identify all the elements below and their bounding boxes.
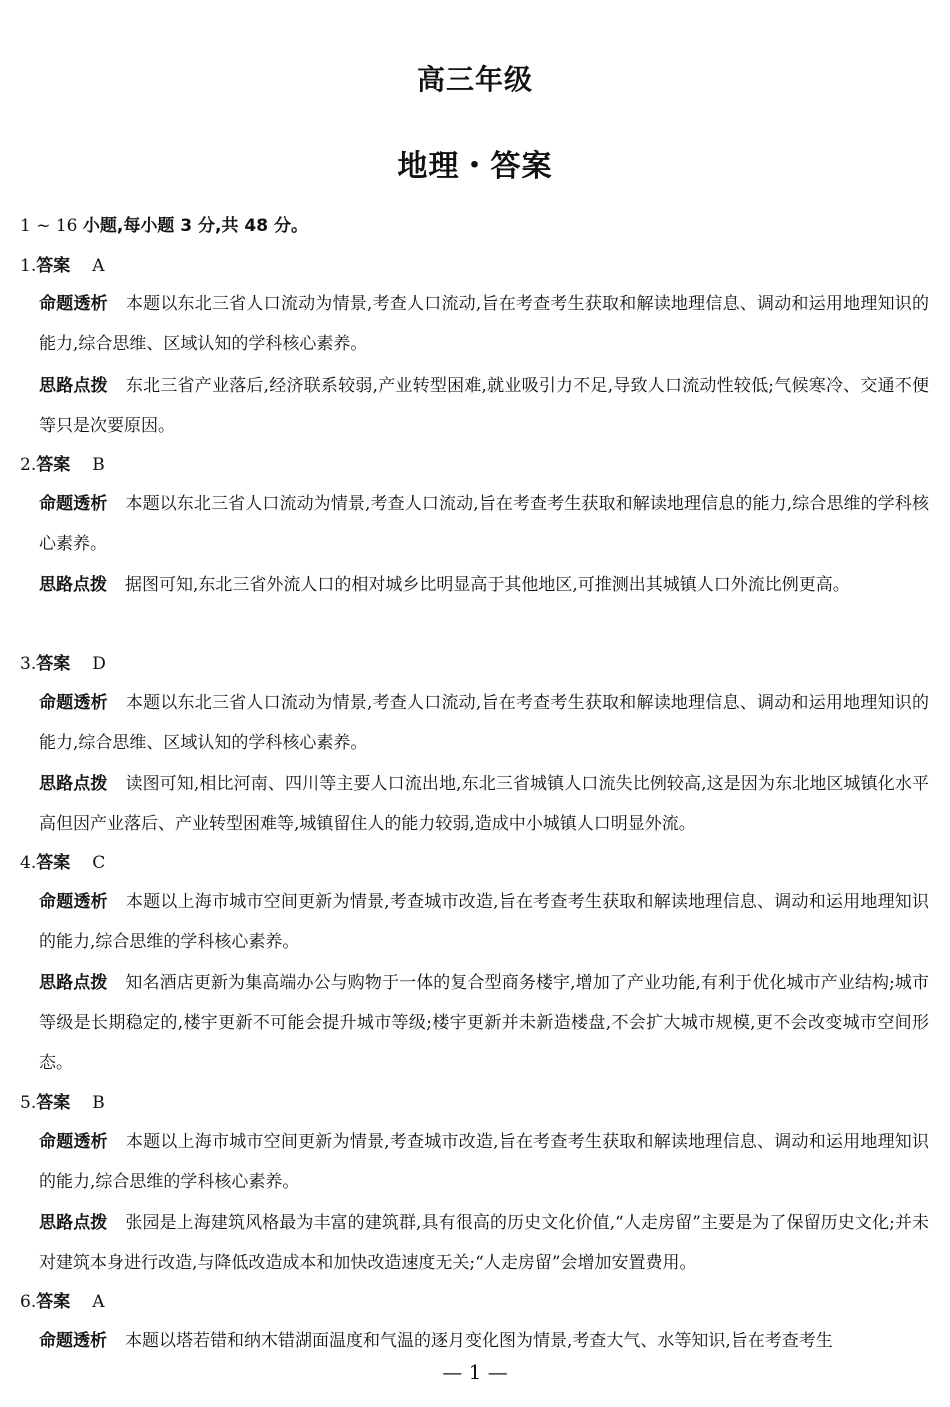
section-intro [20,214,308,238]
solution-text: 知名酒店更新为集高端办公与购物于一体的复合型商务楼宇,增加了产业功能,有利于优化城市产业结构;城市等级是长期稳定的,楼宇更新不可能会提升城市等级;楼宇更新并未新造楼盘,不会扩大城市规模,更不会改变城市空间形态。 [39,973,929,1073]
solution-text: 读图可知,相比河南、四川等主要人口流出地,东北三省城镇人口流失比例较高,这是因为东北地区城镇化水平高但因产业落后、产业转型困难等,城镇留住人的能力较弱,造成中小城镇人口明显外流。 [39,774,929,834]
analysis-text: 本题以上海市城市空间更新为情景,考查城市改造,旨在考查考生获取和解读地理信息、调动和运用地理知识的能力,综合思维的学科核心素养。 [39,892,930,952]
page-number: — 1 — [442,1360,508,1384]
analysis-label: 命题透析 [39,294,108,314]
answer-label: 答案 [36,654,71,674]
analysis-label: 命题透析 [39,693,108,713]
analysis-text: 本题以东北三省人口流动为情景,考查人口流动,旨在考查考生获取和解读地理信息、调动和运用地理知识的能力,综合思维、区域认知的学科核心素养。 [39,693,930,753]
answer-label: 答案 [36,1093,71,1113]
question-2-solution [39,565,929,605]
analysis-label: 命题透析 [39,892,108,912]
question-number: 5. [20,1093,37,1113]
question-6-header [20,1290,105,1314]
answer-value: B [92,455,105,475]
question-number: 2. [20,455,37,475]
page-title: 高三年级 [416,63,533,96]
question-number: 3. [20,654,37,674]
solution-label: 思路点拨 [39,973,108,993]
analysis-text: 本题以东北三省人口流动为情景,考查人口流动,旨在考查考生获取和解读地理信息、调动和运用地理知识的能力,综合思维、区域认知的学科核心素养。 [39,294,930,354]
question-3-header [20,652,106,676]
solution-label: 思路点拨 [39,376,108,396]
question-number: 6. [20,1292,37,1312]
solution-text: 据图可知,东北三省外流人口的相对城乡比明显高于其他地区,可推测出其城镇人口外流比例更高。 [125,575,850,595]
analysis-label: 命题透析 [39,494,108,514]
question-4-analysis [39,882,929,962]
intro-text: 小题,每小题 3 分,共 48 分。 [82,216,308,236]
analysis-text: 本题以上海市城市空间更新为情景,考查城市改造,旨在考查考生获取和解读地理信息、调动和运用地理知识的能力,综合思维的学科核心素养。 [39,1132,930,1192]
solution-label: 思路点拨 [39,575,107,595]
answer-value: A [92,256,105,276]
answer-label: 答案 [36,256,71,276]
question-1-solution [39,366,929,446]
analysis-label: 命题透析 [39,1132,108,1152]
question-6-analysis [39,1321,929,1361]
question-3-analysis [39,683,929,763]
question-range: 1 ~ 16 [20,216,78,236]
question-number: 1. [20,256,37,276]
answer-label: 答案 [36,455,71,475]
solution-label: 思路点拨 [39,1213,108,1233]
question-5-header [20,1091,105,1115]
question-2-analysis [39,484,929,564]
question-4-header [20,851,105,875]
question-4-solution [39,963,929,1083]
answer-value: B [92,1093,105,1113]
question-2-header [20,453,105,477]
question-3-solution [39,764,929,844]
solution-text: 东北三省产业落后,经济联系较弱,产业转型困难,就业吸引力不足,导致人口流动性较低;气候寒冷、交通不便等只是次要原因。 [39,376,930,436]
question-1-analysis [39,284,929,364]
answer-value: C [92,853,106,873]
answer-label: 答案 [36,853,71,873]
analysis-text: 本题以塔若错和纳木错湖面温度和气温的逐月变化图为情景,考查大气、水等知识,旨在考查考生 [125,1331,833,1351]
subject-title: 地理・答案 [397,149,553,184]
answer-value: A [92,1292,105,1312]
question-5-analysis [39,1122,929,1202]
question-1-header [20,254,105,278]
answer-label: 答案 [36,1292,71,1312]
question-number: 4. [20,853,37,873]
solution-text: 张园是上海建筑风格最为丰富的建筑群,具有很高的历史文化价值,“人走房留”主要是为了保留历史文化;并未对建筑本身进行改造,与降低改造成本和加快改造速度无关;“人走房留”会增加安置费用。 [39,1213,929,1273]
solution-label: 思路点拨 [39,774,108,794]
answer-value: D [92,654,106,674]
analysis-label: 命题透析 [39,1331,107,1351]
analysis-text: 本题以东北三省人口流动为情景,考查人口流动,旨在考查考生获取和解读地理信息的能力,综合思维的学科核心素养。 [39,494,929,554]
question-5-solution [39,1203,929,1283]
